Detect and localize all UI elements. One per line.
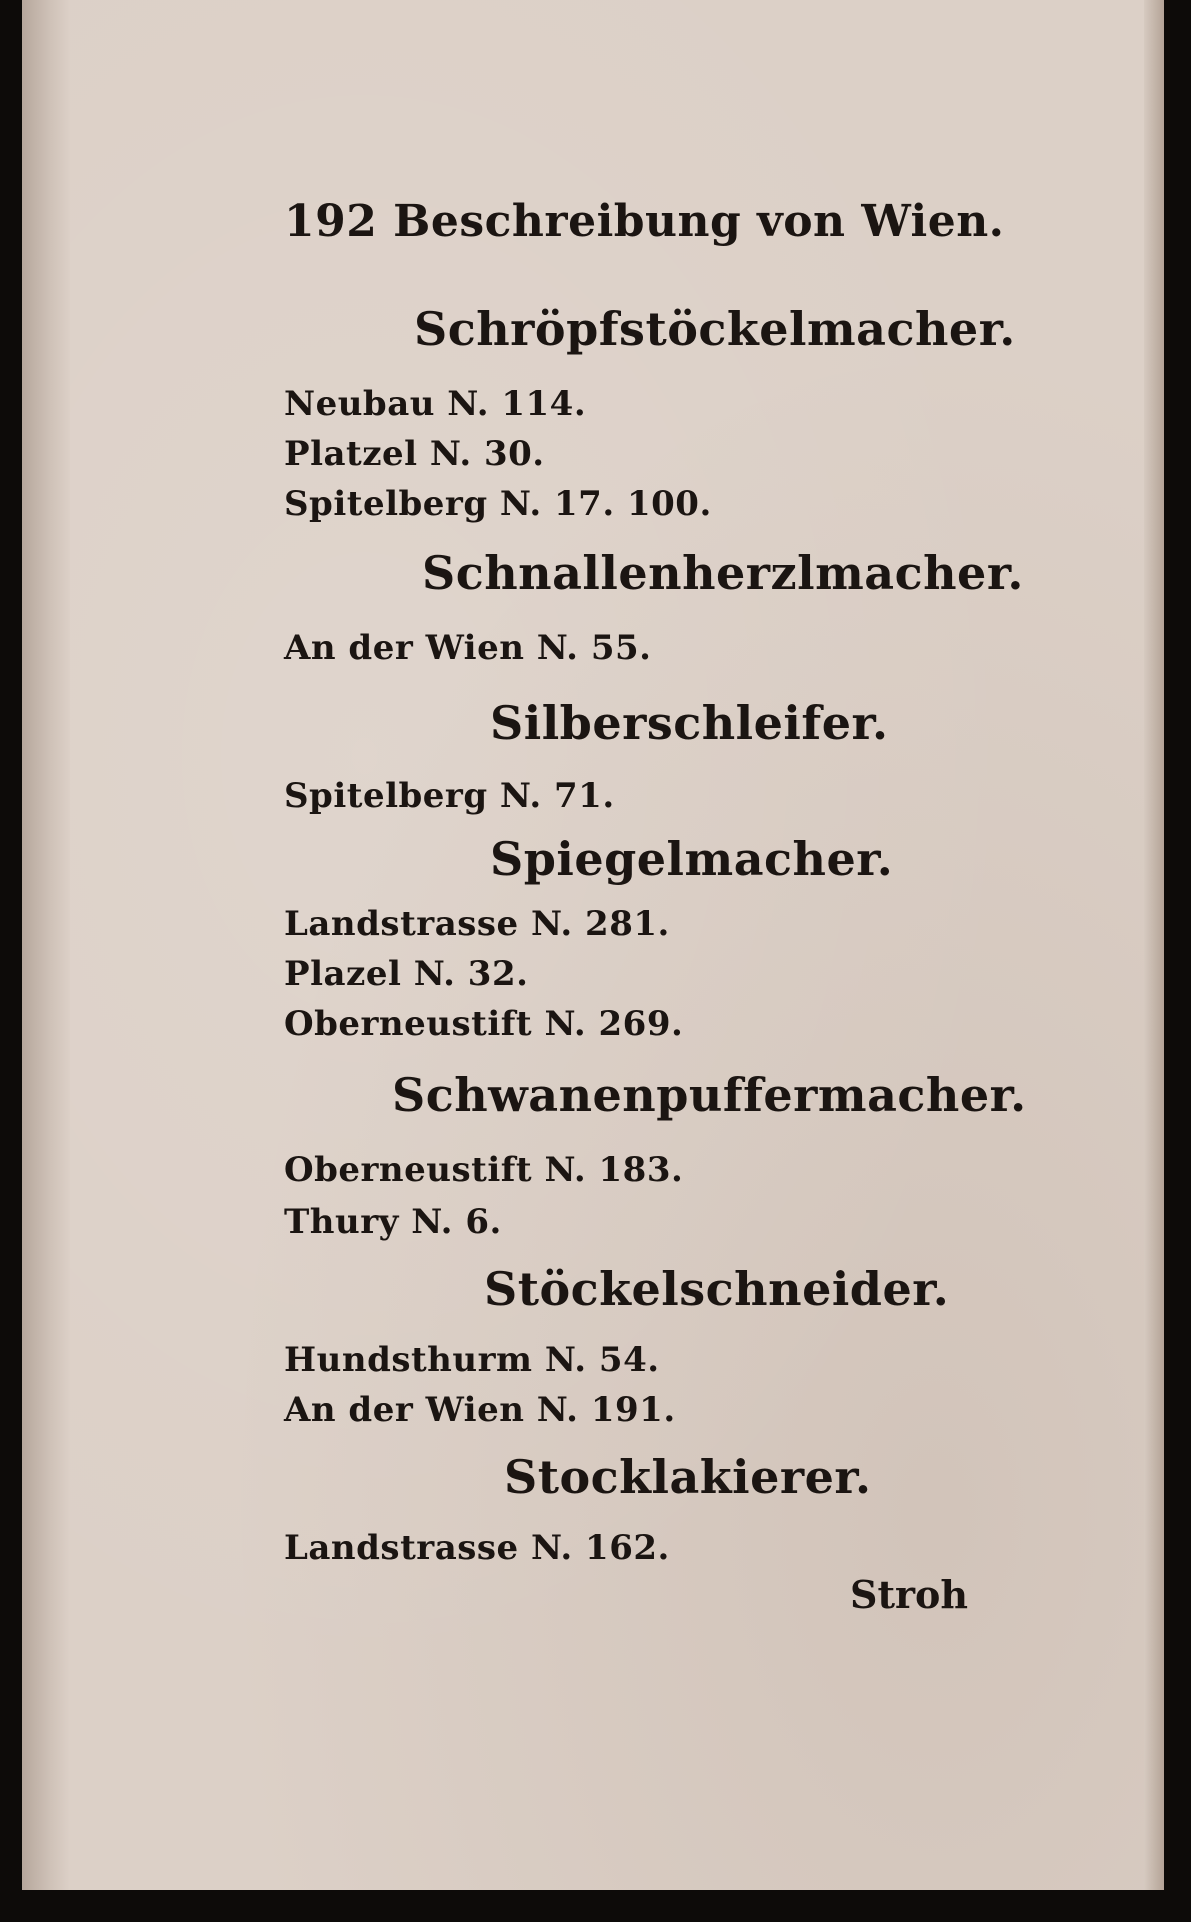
entry: Hundsthurm N. 54. bbox=[284, 1340, 660, 1380]
section-heading: Silberschleifer. bbox=[490, 696, 889, 750]
running-head: 192 Beschreibung von Wien. bbox=[284, 196, 1005, 247]
entry: Landstrasse N. 162. bbox=[284, 1528, 670, 1568]
section-heading: Stöckelschneider. bbox=[484, 1262, 950, 1316]
section-heading: Schwanenpuffermacher. bbox=[392, 1068, 1027, 1122]
section-heading: Schnallenherzlmacher. bbox=[422, 546, 1024, 600]
entry: Oberneustift N. 183. bbox=[284, 1150, 684, 1190]
entry: Neubau N. 114. bbox=[284, 384, 587, 424]
entry: Platzel N. 30. bbox=[284, 434, 545, 474]
entry: Oberneustift N. 269. bbox=[284, 1004, 684, 1044]
entry: Landstrasse N. 281. bbox=[284, 904, 670, 944]
book-page bbox=[22, 0, 1164, 1890]
catchword: Stroh bbox=[850, 1572, 968, 1617]
section-heading: Spiegelmacher. bbox=[490, 832, 894, 886]
entry: An der Wien N. 191. bbox=[284, 1390, 676, 1430]
entry: Spitelberg N. 17. 100. bbox=[284, 484, 712, 524]
section-heading: Schröpfstöckelmacher. bbox=[414, 302, 1016, 356]
entry: Plazel N. 32. bbox=[284, 954, 529, 994]
section-heading: Stocklakierer. bbox=[504, 1450, 872, 1504]
page-gutter bbox=[22, 0, 70, 1890]
entry: Thury N. 6. bbox=[284, 1202, 502, 1242]
page-edge bbox=[1144, 0, 1164, 1890]
entry: An der Wien N. 55. bbox=[284, 628, 652, 668]
entry: Spitelberg N. 71. bbox=[284, 776, 615, 816]
